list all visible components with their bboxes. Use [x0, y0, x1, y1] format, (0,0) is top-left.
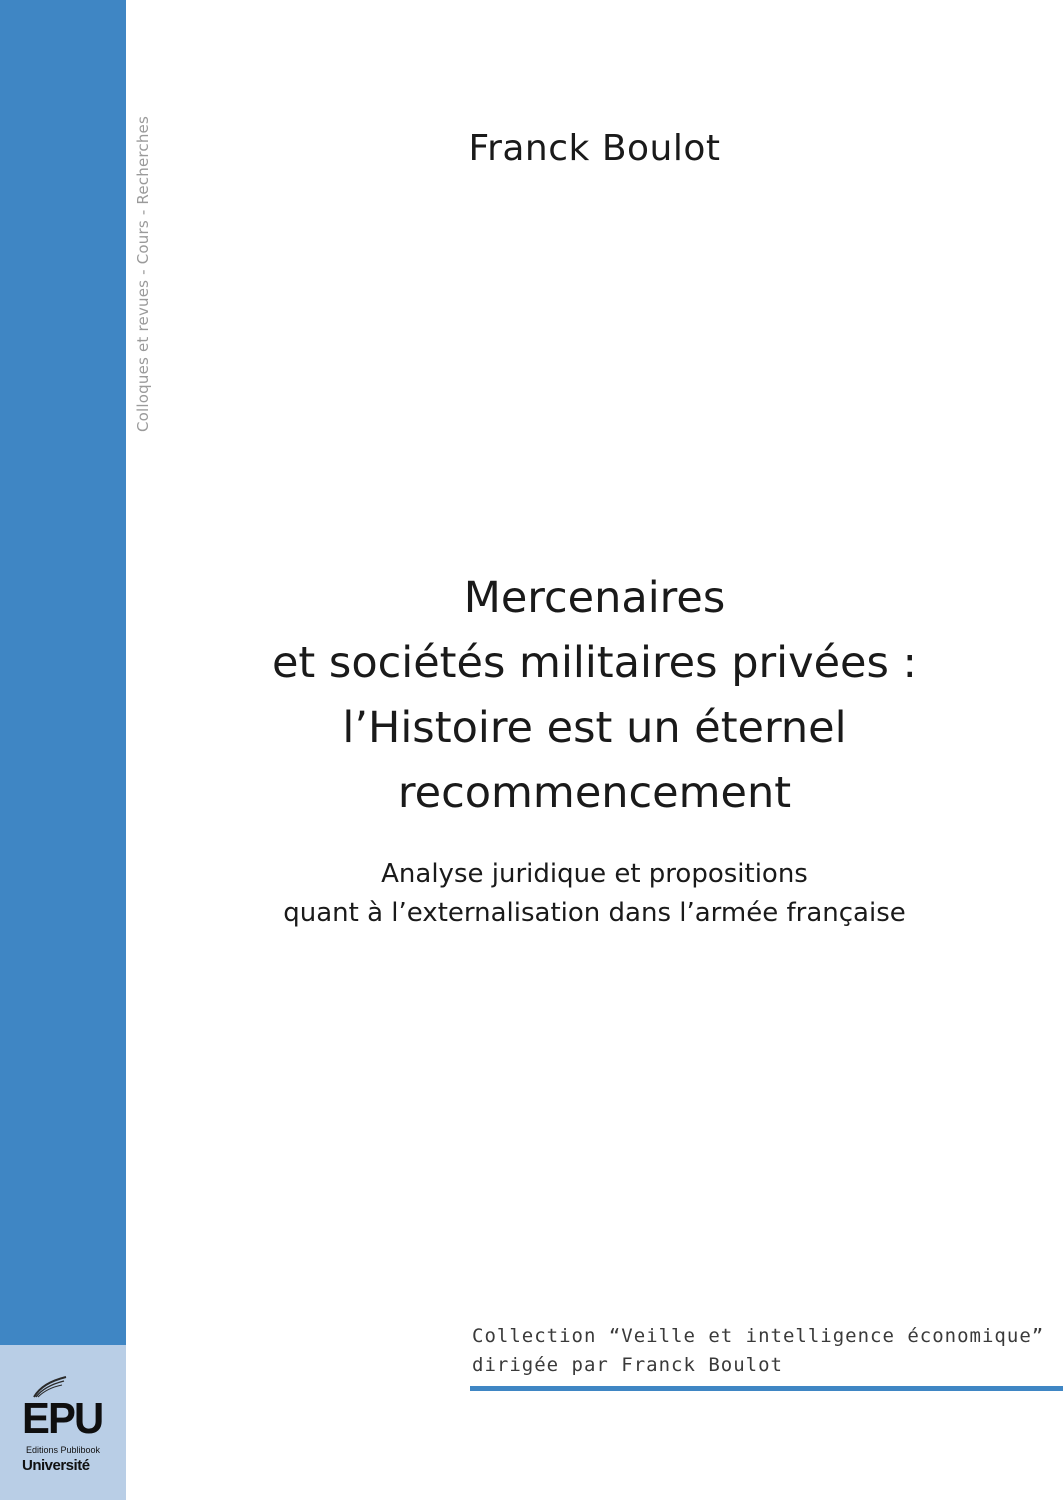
- subtitle-line: quant à l’externalisation dans l’armée française: [283, 898, 906, 928]
- title-line: et sociétés militaires privées :: [271, 638, 918, 688]
- title-line: l’Histoire est un éternel: [342, 703, 847, 753]
- collection-divider: [470, 1386, 1063, 1391]
- book-subtitle: [126, 855, 1063, 933]
- cover-side-band: [0, 0, 126, 1345]
- subtitle-line: Analyse juridique et propositions: [381, 859, 808, 889]
- series-label: Colloques et revues - Cours - Recherches: [134, 115, 152, 432]
- logo-publisher-name: Editions Publibook: [26, 1445, 101, 1455]
- collection-info: [472, 1322, 1044, 1380]
- title-line: Mercenaires: [463, 573, 726, 623]
- book-title: [126, 566, 1063, 826]
- collection-line: Collection “Veille et intelligence économique”: [472, 1325, 1045, 1347]
- title-line: recommencement: [397, 768, 792, 818]
- logo-publisher-line: Université: [22, 1457, 90, 1474]
- collection-line: dirigée par Franck Boulot: [472, 1354, 783, 1376]
- publisher-logo: [0, 1345, 126, 1500]
- author-name: Franck Boulot: [468, 128, 721, 169]
- logo-mark: EPU: [22, 1394, 103, 1443]
